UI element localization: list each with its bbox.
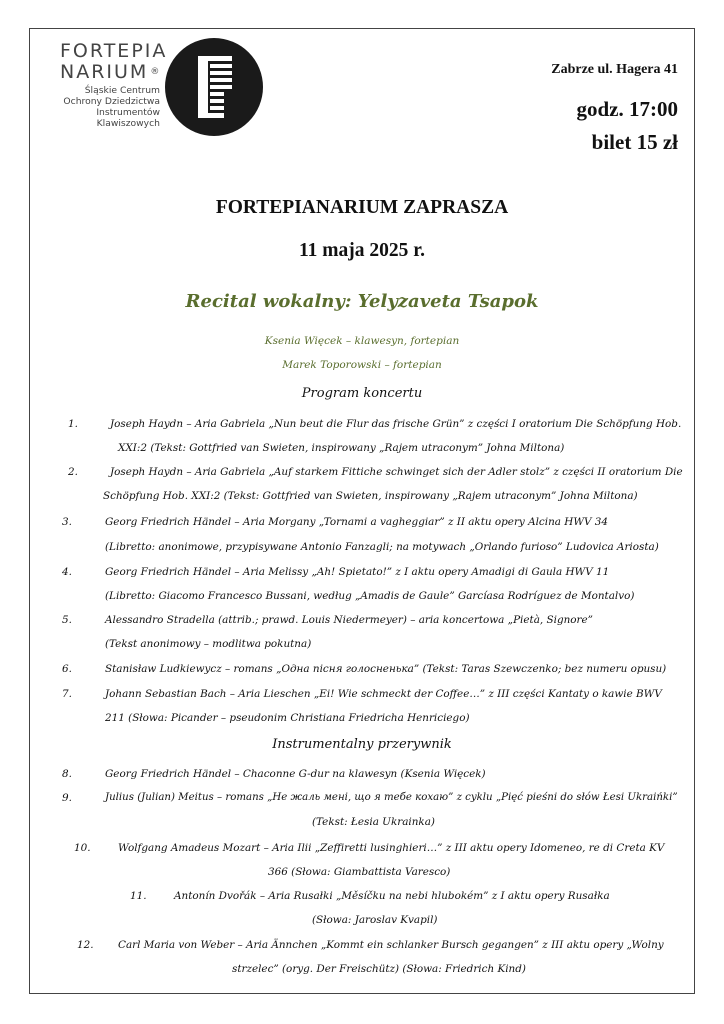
program-item-line: (Słowa: Jaroslav Kvapil) (312, 914, 438, 926)
program-item-line: (Tekst: Łesia Ukrainka) (312, 816, 435, 828)
program-item-line: 211 (Słowa: Picander – pseudonim Christiana Friedricha Henriciego) (105, 712, 470, 724)
item-number: 5. (62, 614, 72, 626)
ticket-price: bilet 15 zł (591, 130, 678, 154)
item-number: 4. (62, 566, 72, 578)
registered-mark: ® (150, 67, 162, 77)
program-item-line: Antonín Dvořák – Aria Rusałki „Měsíčku na nebi hlubokém” z I aktu opery Rusałka (174, 890, 610, 902)
logo-text (60, 40, 168, 129)
logo-name-line1: FORTEPIA (60, 40, 168, 62)
program-item-line: Georg Friedrich Händel – Aria Morgany „Tornami a vagheggiar” z II aktu opery Alcina HWV 34 (105, 516, 609, 528)
logo-name-line2: NARIUM (60, 61, 149, 83)
logo-f-icon (165, 38, 263, 136)
item-number: 11. (130, 890, 147, 902)
logo-subtitle-line: Instrumentów (96, 107, 160, 118)
interlude-heading: Instrumentalny przerywnik (272, 737, 452, 752)
item-number: 10. (74, 842, 91, 854)
logo-subtitle-line: Klawiszowych (96, 118, 160, 129)
logo-subtitle-line: Śląskie Centrum (84, 85, 160, 96)
program-item-line: Joseph Haydn – Aria Gabriela „Nun beut die Flur das frische Grün” z części I oratorium Die Schöpfung Hob. (110, 418, 682, 430)
program-item-line: Alessandro Stradella (attrib.; prawd. Louis Niedermeyer) – aria koncertowa „Pietà, Signore” (105, 614, 593, 626)
program-item-line: (Tekst anonimowy – modlitwa pokutna) (105, 638, 312, 650)
item-number: 2. (68, 466, 78, 478)
program-item-line: Carl Maria von Weber – Aria Ännchen „Kommt ein schlanker Bursch gegangen” z III aktu opery „Wolny (118, 939, 664, 951)
item-number: 6. (62, 663, 72, 675)
item-number: 3. (62, 516, 72, 528)
invite-heading: FORTEPIANARIUM ZAPRASZA (215, 197, 509, 218)
program-item-line: Joseph Haydn – Aria Gabriela „Auf starkem Fittiche schwinget sich der Adler stolz” z części II oratorium Die (110, 466, 683, 478)
item-number: 1. (68, 418, 78, 430)
performer: Marek Toporowski – fortepian (282, 359, 442, 371)
item-number: 7. (62, 688, 72, 700)
venue-address: Zabrze ul. Hagera 41 (551, 62, 678, 77)
recital-title: Recital wokalny: Yelyzaveta Tsapok (185, 291, 539, 312)
logo-name-line2-wrap (60, 62, 160, 83)
program-item-line: 366 (Słowa: Giambattista Varesco) (268, 866, 451, 878)
item-number: 8. (62, 768, 72, 780)
program-item-line: strzelec” (oryg. Der Freischütz) (Słowa: Friedrich Kind) (232, 963, 526, 975)
program-item-line: Johann Sebastian Bach – Aria Lieschen „Ei! Wie schmeckt der Coffee…” z III części Kantaty o kawie BWV (105, 688, 662, 700)
program-item-line: Georg Friedrich Händel – Chaconne G-dur na klawesyn (Ksenia Więcek) (105, 768, 486, 780)
program-item-line: Georg Friedrich Händel – Aria Melissy „Ah! Spietato!” z I aktu opery Amadigi di Gaula HWV 11 (105, 566, 610, 578)
program-item-line: (Libretto: anonimowe, przypisywane Antonio Fanzagli; na motywach „Orlando furioso” Ludovica Ariosta) (105, 541, 659, 553)
venue-time: godz. 17:00 (576, 97, 678, 121)
logo-subtitle-line: Ochrony Dziedzictwa (63, 96, 160, 107)
program-item-line: Schöpfung Hob. XXI:2 (Tekst: Gottfried van Swieten, inspirowany „Rajem utraconym” Johna Miltona) (103, 490, 638, 502)
program-item-line: Wolfgang Amadeus Mozart – Aria Ilii „Zeffiretti lusinghieri…” z III aktu opery Idomeneo, re di Creta KV (118, 842, 665, 854)
logo-subtitle (60, 85, 160, 129)
item-number: 12. (77, 939, 94, 951)
program-heading: Program koncertu (301, 386, 423, 401)
program-item-line: XXI:2 (Tekst: Gottfried van Swieten, inspirowany „Rajem utraconym” Johna Miltona) (118, 442, 565, 454)
program-item-line: Julius (Julian) Meitus – romans „Не жаль мені, що я тебе кохаю” z cyklu „Pięć pieśni do słów Łesi Ukraińki” (105, 792, 678, 803)
item-number: 9. (62, 792, 72, 804)
performer: Ksenia Więcek – klawesyn, fortepian (264, 335, 460, 347)
program-item-line: (Libretto: Giacomo Francesco Bussani, według „Amadis de Gaule” Garcíasa Rodríguez de Montalvo) (105, 590, 635, 602)
program-item-line: Stanisław Ludkiewycz – romans „Одна пісня голосненька” (Tekst: Taras Szewczenko; bez numeru opusu) (105, 663, 667, 675)
concert-date: 11 maja 2025 r. (298, 240, 426, 261)
